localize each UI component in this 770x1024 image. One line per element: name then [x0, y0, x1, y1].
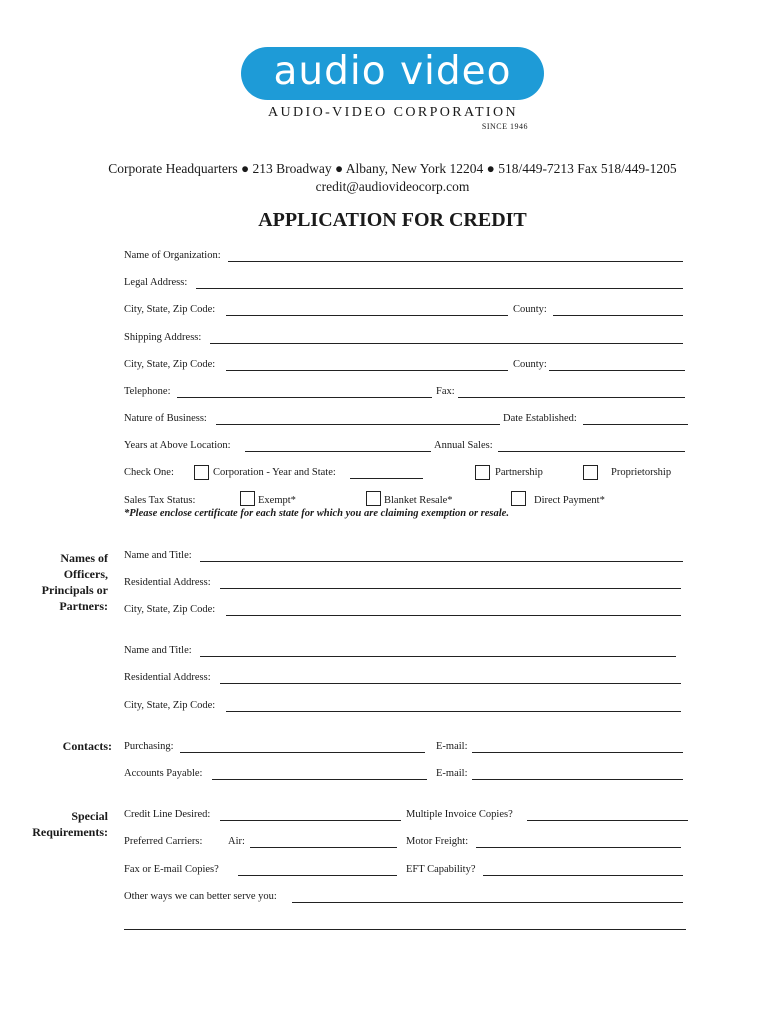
eft-input[interactable] [483, 875, 683, 876]
officers-heading [18, 550, 108, 614]
officer1-city-input[interactable] [226, 615, 681, 616]
shipping-label: Shipping Address: [124, 332, 202, 343]
other-ways-input[interactable] [292, 902, 683, 903]
motor-freight-label: Motor Freight: [406, 836, 469, 847]
fax-copies-label: Fax or E-mail Copies? [124, 864, 219, 875]
purchasing-label: Purchasing: [124, 741, 174, 752]
fax-input[interactable] [458, 397, 685, 398]
years-input[interactable] [245, 451, 431, 452]
air-input[interactable] [250, 847, 397, 848]
officer2-address-label: Residential Address: [124, 672, 211, 683]
officers-heading-line: Principals or [41, 583, 108, 597]
annual-sales-label: Annual Sales: [434, 440, 493, 451]
credit-email: credit@audiovideocorp.com [315, 179, 470, 194]
nature-input[interactable] [216, 424, 500, 425]
officers-heading-line: Officers, [63, 567, 108, 581]
org-input[interactable] [228, 261, 683, 262]
proprietorship-label: Proprietorship [611, 467, 672, 478]
county2-label: County: [513, 359, 547, 370]
air-label: Air: [228, 836, 245, 847]
direct-payment-label: Direct Payment* [534, 495, 605, 506]
payable-label: Accounts Payable: [124, 768, 203, 779]
contacts-heading: Contacts: [62, 739, 112, 753]
officer1-city-label: City, State, Zip Code: [124, 604, 216, 615]
since-year: SINCE 1946 [481, 122, 528, 131]
special-heading-line: Special [71, 809, 108, 823]
special-heading-line: Requirements: [32, 825, 108, 839]
sales-tax-label: Sales Tax Status: [124, 495, 196, 506]
corporation-input[interactable] [350, 478, 423, 479]
officer1-name-label: Name and Title: [124, 550, 192, 561]
org-label: Name of Organization: [124, 250, 221, 261]
date-established-input[interactable] [583, 424, 688, 425]
city2-input[interactable] [226, 370, 508, 371]
page-title: APPLICATION FOR CREDIT [258, 209, 527, 231]
company-logo: audio video [241, 47, 544, 100]
telephone-input[interactable] [177, 397, 432, 398]
other-ways-label: Other ways we can better serve you: [124, 891, 277, 902]
officer1-name-input[interactable] [200, 561, 683, 562]
purchasing-email-input[interactable] [472, 752, 683, 753]
purchasing-email-label: E-mail: [436, 741, 468, 752]
partnership-label: Partnership [495, 467, 543, 478]
officer2-city-label: City, State, Zip Code: [124, 700, 216, 711]
fax-copies-input[interactable] [238, 875, 397, 876]
legal-label: Legal Address: [124, 277, 188, 288]
blanket-resale-label: Blanket Resale* [384, 495, 453, 506]
credit-line-input[interactable] [220, 820, 401, 821]
county1-label: County: [513, 304, 547, 315]
special-heading [18, 808, 108, 840]
direct-payment-checkbox[interactable] [511, 491, 526, 506]
payable-email-label: E-mail: [436, 768, 468, 779]
corporation-checkbox[interactable] [194, 465, 209, 480]
telephone-label: Telephone: [124, 386, 171, 397]
payable-email-input[interactable] [472, 779, 683, 780]
officers-heading-line: Partners: [59, 599, 108, 613]
county1-input[interactable] [553, 315, 683, 316]
eft-label: EFT Capability? [406, 864, 476, 875]
officer2-address-input[interactable] [220, 683, 681, 684]
purchasing-input[interactable] [180, 752, 425, 753]
blanket-resale-checkbox[interactable] [366, 491, 381, 506]
multiple-copies-label: Multiple Invoice Copies? [406, 809, 513, 820]
years-label: Years at Above Location: [124, 440, 231, 451]
officer1-address-input[interactable] [220, 588, 681, 589]
officer2-city-input[interactable] [226, 711, 681, 712]
nature-label: Nature of Business: [124, 413, 207, 424]
multiple-copies-input[interactable] [527, 820, 688, 821]
officer2-name-label: Name and Title: [124, 645, 192, 656]
other-ways-input-line2[interactable] [124, 929, 686, 930]
motor-freight-input[interactable] [476, 847, 681, 848]
shipping-input[interactable] [210, 343, 683, 344]
legal-input[interactable] [196, 288, 683, 289]
date-established-label: Date Established: [503, 413, 577, 424]
county2-input[interactable] [549, 370, 685, 371]
officer1-address-label: Residential Address: [124, 577, 211, 588]
proprietorship-checkbox[interactable] [583, 465, 598, 480]
partnership-checkbox[interactable] [475, 465, 490, 480]
annual-sales-input[interactable] [498, 451, 685, 452]
credit-line-label: Credit Line Desired: [124, 809, 211, 820]
company-name: AUDIO-VIDEO CORPORATION [267, 105, 519, 120]
city1-label: City, State, Zip Code: [124, 304, 216, 315]
check-one-label: Check One: [124, 467, 174, 478]
fax-label: Fax: [436, 386, 455, 397]
headquarters-address: Corporate Headquarters ● 213 Broadway ● Albany, New York 12204 ● 518/449-7213 Fax 518/449-1205 [108, 161, 677, 176]
officer2-name-input[interactable] [200, 656, 676, 657]
city2-label: City, State, Zip Code: [124, 359, 216, 370]
payable-input[interactable] [212, 779, 427, 780]
exemption-note: *Please enclose certificate for each state for which you are claiming exemption or resale. [124, 508, 509, 519]
city1-input[interactable] [226, 315, 508, 316]
carriers-label: Preferred Carriers: [124, 836, 203, 847]
exempt-label: Exempt* [258, 495, 296, 506]
officers-heading-line: Names of [60, 551, 108, 565]
exempt-checkbox[interactable] [240, 491, 255, 506]
corporation-label: Corporation - Year and State: [213, 467, 336, 478]
